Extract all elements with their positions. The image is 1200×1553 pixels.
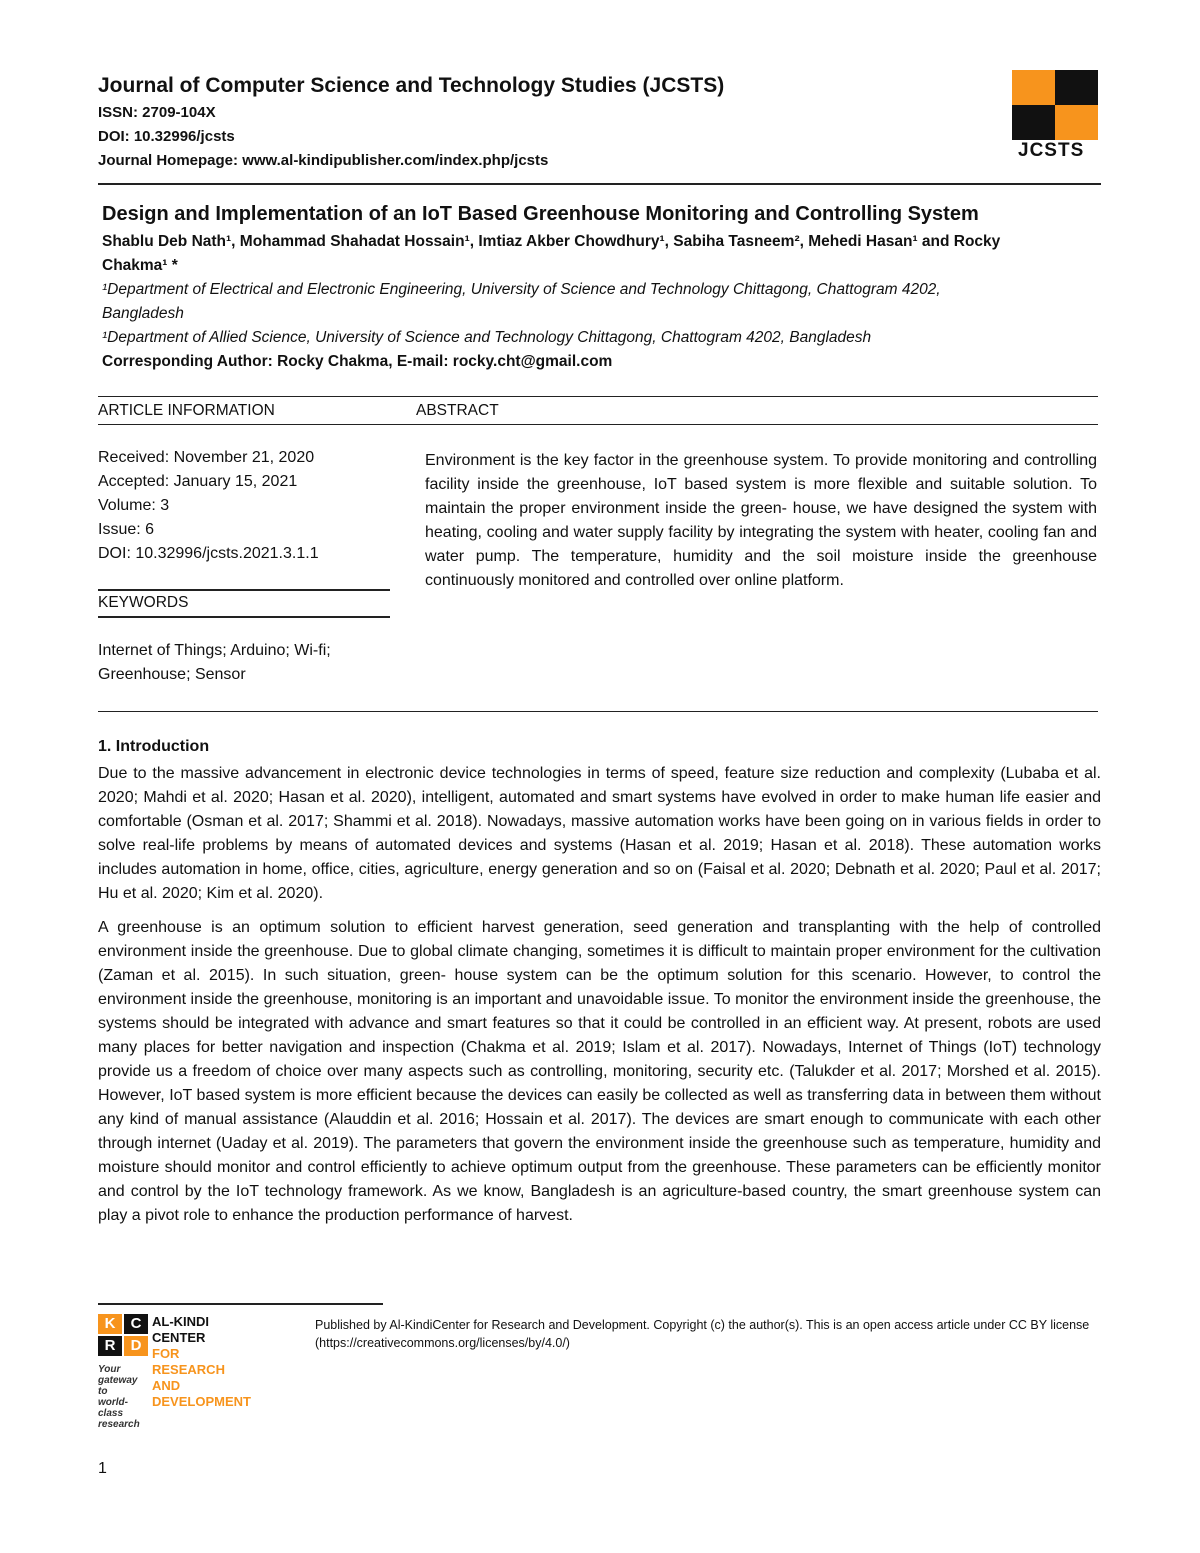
keywords-bottom-rule [98, 616, 390, 618]
footer-rule [98, 1303, 383, 1305]
publisher-notice: Published by Al-KindiCenter for Research and Development. Copyright (c) the author(s). This is an open access article under CC BY license (https://creativecommons.org/licenses/by/4.0/) [315, 1318, 1090, 1350]
affiliation-2: ¹Department of Allied Science, University of Science and Technology Chittagong, Chattogram 4202, Bangladesh [102, 329, 872, 346]
keywords-heading: KEYWORDS [98, 594, 189, 611]
page-number: 1 [98, 1460, 107, 1477]
keywords-line-2: Greenhouse; Sensor [98, 666, 246, 683]
issn: ISSN: 2709-104X [98, 104, 216, 121]
affiliation-1-line-2: Bangladesh [102, 305, 184, 322]
corresponding-author: Corresponding Author: Rocky Chakma, E-mail: rocky.cht@gmail.com [102, 353, 613, 370]
article-doi[interactable]: DOI: 10.32996/jcsts.2021.3.1.1 [98, 545, 319, 562]
journal-doi: DOI: 10.32996/jcsts [98, 128, 235, 145]
abstract-text: Environment is the key factor in the greenhouse system. To provide monitoring and controlling facility inside the greenhouse, IoT based system is more flexible and suitable solution. To maintain the proper environment inside the green- house, we have designed the system with heating, cooling and water supply facility by integrating the system with heater, cooling fan and water pump. The temperature, humidity and the soil moisture inside the greenhouse continuously monitored and controlled over online platform. [425, 452, 1097, 589]
kcrd-tagline: Your gateway to world-class research [98, 1364, 140, 1430]
paper-title: Design and Implementation of an IoT Based Greenhouse Monitoring and Controlling System [102, 203, 979, 225]
introduction-heading: 1. Introduction [98, 738, 210, 755]
kcrd-name-line-3: DEVELOPMENT [152, 1394, 251, 1409]
kcrd-letter-k: K [98, 1314, 122, 1334]
section-heading-rule [98, 424, 1098, 425]
introduction-paragraph-2: A greenhouse is an optimum solution to efficient harvest generation, seed generation and transplanting with the help of controlled environment inside the greenhouse. Due to global climate changing, sometimes it is difficult to maintain proper environment for the cultivation (Zaman et al. 2015). In such situation, green- house system can be the optimum solution for this scenario. However, to control the environment inside the greenhouse, monitoring is an important and unavoidable issue. To monitor the environment inside the greenhouse, the systems should be integrated with advance and smart features so that it could be controlled in an efficient way. At present, robots are used many places for better navigation and inspection (Chakma et al. 2019; Islam et al. 2017). Nowadays, Internet of Things (IoT) technology provide us a freedom of choice over many aspects such as controlling, monitoring, security etc. (Talukder et al. 2017; Morshed et al. 2015). However, IoT based system is more efficient because the devices can easily be collected as well as transferring data in between them without any kind of manual assistance (Alauddin et al. 2016; Hossain et al. 2017). The devices are smart enough to communicate with each other through internet (Uaday et al. 2019). The parameters that govern the environment inside the greenhouse such as temperature, humidity and moisture should monitor and control efficiently to achieve optimum output from the greenhouse. These parameters can be efficiently monitor and control by the IoT technology framework. As we know, Bangladesh is an agriculture-based country, the smart greenhouse system can play a pivot role to enhance the production performance of harvest. [98, 919, 1101, 1224]
authors-line-2: Chakma¹ * [102, 257, 178, 274]
accepted-date: Accepted: January 15, 2021 [98, 473, 298, 490]
kcrd-letter-d: D [124, 1336, 148, 1356]
jcsts-logo-text: JCSTS [1018, 140, 1085, 161]
keywords-top-rule [98, 589, 390, 591]
kcrd-letter-r: R [98, 1336, 122, 1356]
keywords-line-1: Internet of Things; Arduino; Wi-fi; [98, 642, 331, 659]
jcsts-logo [1012, 70, 1098, 140]
kcrd-name-line-1: AL-KINDI CENTER [152, 1314, 210, 1345]
header-divider [98, 183, 1101, 185]
abstract-heading: ABSTRACT [416, 402, 499, 419]
introduction-paragraph-1: Due to the massive advancement in electronic device technologies in terms of speed, feature size reduction and complexity (Lubaba et al. 2020; Mahdi et al. 2020; Hasan et al. 2020), intelligent, automated and smart systems have evolved in order to make human life easier and comfortable (Osman et al. 2017; Shammi et al. 2018). Nowadays, massive automation works have been going on in various fields in order to solve real-life problems by means of automated devices and systems (Hasan et al. 2019; Hasan et al. 2018). These automation works includes automation in home, office, cities, agriculture, energy generation and so on (Faisal et al. 2020; Debnath et al. 2020; Paul et al. 2017; Hu et al. 2020; Kim et al. 2020). [98, 765, 1101, 902]
kcrd-name [152, 1314, 251, 1410]
issue: Issue: 6 [98, 521, 155, 538]
journal-homepage[interactable]: Journal Homepage: www.al-kindipublisher.com/index.php/jcsts [98, 152, 549, 169]
abstract-bottom-rule [98, 711, 1098, 712]
affiliation-1-line-1: ¹Department of Electrical and Electronic Engineering, University of Science and Technology Chittagong, Chattogram 4202, [102, 281, 941, 298]
kcrd-letter-c: C [124, 1314, 148, 1334]
article-info-heading: ARTICLE INFORMATION [98, 402, 275, 419]
authors-line-1: Shablu Deb Nath¹, Mohammad Shahadat Hossain¹, Imtiaz Akber Chowdhury¹, Sabiha Tasneem², Mehedi Hasan¹ and Rocky [102, 233, 1001, 250]
kcrd-name-line-2: FOR RESEARCH AND [152, 1346, 225, 1393]
volume: Volume: 3 [98, 497, 170, 514]
journal-title: Journal of Computer Science and Technology Studies (JCSTS) [98, 74, 725, 97]
received-date: Received: November 21, 2020 [98, 449, 315, 466]
section-top-rule [98, 396, 1098, 397]
